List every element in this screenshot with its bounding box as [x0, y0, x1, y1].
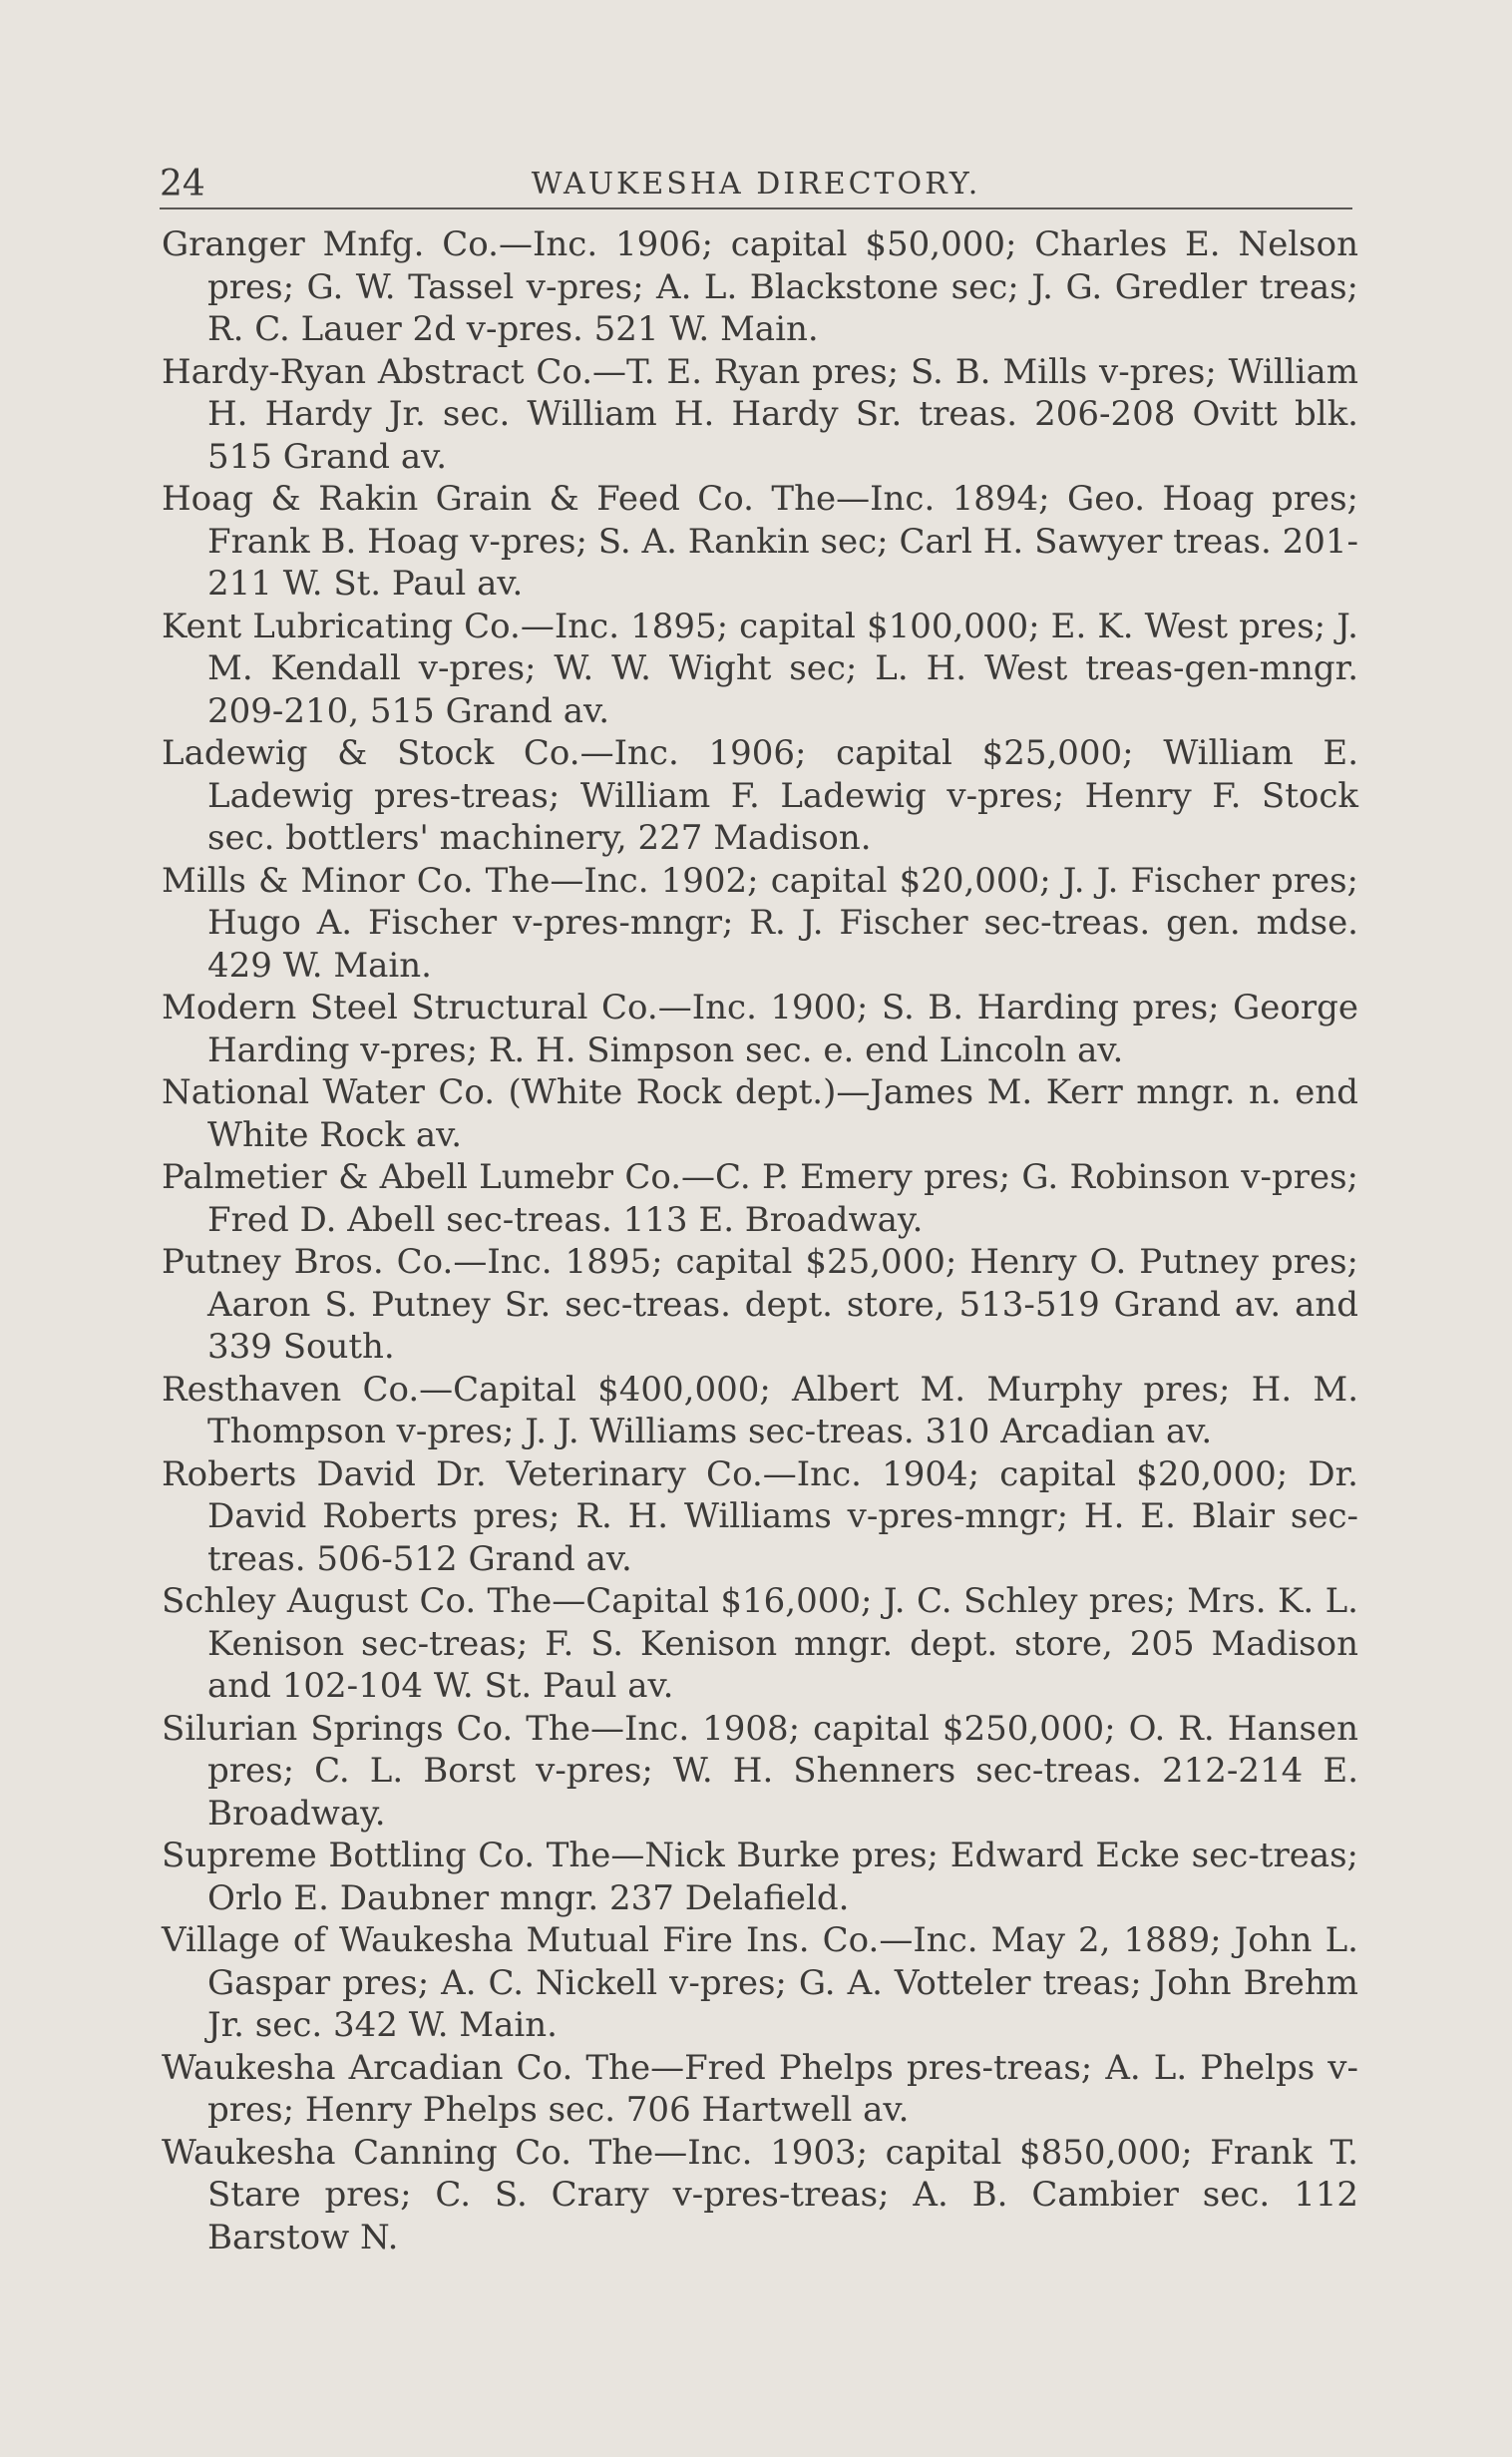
page-header	[160, 162, 1352, 209]
directory-entry: Ladewig & Stock Co.—Inc. 1906; capital $25,000; William E. Ladewig pres-treas; William F. Ladewig v-pres; Henry F. Stock sec. bottlers' machinery, 227 Madison.	[162, 733, 1358, 858]
directory-entry: Putney Bros. Co.—Inc. 1895; capital $25,000; Henry O. Putney pres; Aaron S. Putney Sr. sec-treas. dept. store, 513-519 Grand av. and 339 South.	[162, 1242, 1358, 1367]
directory-entry: Kent Lubricating Co.—Inc. 1895; capital $100,000; E. K. West pres; J. M. Kendall v-pres; W. W. Wight sec; L. H. West treas-gen-mngr. 209-210, 515 Grand av.	[162, 606, 1358, 731]
directory-entry: Palmetier & Abell Lumebr Co.—C. P. Emery pres; G. Robinson v-pres; Fred D. Abell sec-treas. 113 E. Broadway.	[162, 1157, 1358, 1240]
directory-entry: Waukesha Canning Co. The—Inc. 1903; capital $850,000; Frank T. Stare pres; C. S. Crary v-pres-treas; A. B. Cambier sec. 112 Barstow N.	[162, 2132, 1358, 2257]
directory-entry: Hoag & Rakin Grain & Feed Co. The—Inc. 1894; Geo. Hoag pres; Frank B. Hoag v-pres; S. A. Rankin sec; Carl H. Sawyer treas. 201-211 W. St. Paul av.	[162, 479, 1358, 604]
directory-entry: Hardy-Ryan Abstract Co.—T. E. Ryan pres; S. B. Mills v-pres; William H. Hardy Jr. sec. William H. Hardy Sr. treas. 206-208 Ovitt blk. 515 Grand av.	[162, 351, 1358, 477]
directory-entry: Silurian Springs Co. The—Inc. 1908; capital $250,000; O. R. Hansen pres; C. L. Borst v-pres; W. H. Shenners sec-treas. 212-214 E. Broadway.	[162, 1708, 1358, 1834]
directory-entries	[162, 223, 1358, 2258]
running-title: WAUKESHA DIRECTORY.	[531, 167, 981, 202]
directory-entry: Supreme Bottling Co. The—Nick Burke pres; Edward Ecke sec-treas; Orlo E. Daubner mngr. 237 Delafield.	[162, 1836, 1358, 1918]
directory-entry: Waukesha Arcadian Co. The—Fred Phelps pres-treas; A. L. Phelps v-pres; Henry Phelps sec. 706 Hartwell av.	[162, 2047, 1358, 2130]
directory-entry: Resthaven Co.—Capital $400,000; Albert M. Murphy pres; H. M. Thompson v-pres; J. J. Williams sec-treas. 310 Arcadian av.	[162, 1369, 1358, 1451]
directory-entry: Granger Mnfg. Co.—Inc. 1906; capital $50,000; Charles E. Nelson pres; G. W. Tassel v-pres; A. L. Blackstone sec; J. G. Gredler treas; R. C. Lauer 2d v-pres. 521 W. Main.	[162, 224, 1358, 349]
directory-entry: Mills & Minor Co. The—Inc. 1902; capital $20,000; J. J. Fischer pres; Hugo A. Fischer v-pres-mngr; R. J. Fischer sec-treas. gen. mdse. 429 W. Main.	[162, 860, 1358, 986]
directory-entry: Roberts David Dr. Veterinary Co.—Inc. 1904; capital $20,000; Dr. David Roberts pres; R. H. Williams v-pres-mngr; H. E. Blair sec-treas. 506-512 Grand av.	[162, 1453, 1358, 1579]
directory-entry: Schley August Co. The—Capital $16,000; J. C. Schley pres; Mrs. K. L. Kenison sec-treas; F. S. Kenison mngr. dept. store, 205 Madison and 102-104 W. St. Paul av.	[162, 1581, 1358, 1706]
directory-entry: Village of Waukesha Mutual Fire Ins. Co.—Inc. May 2, 1889; John L. Gaspar pres; A. C. Nickell v-pres; G. A. Votteler treas; John Brehm Jr. sec. 342 W. Main.	[162, 1920, 1358, 2045]
directory-entry: Modern Steel Structural Co.—Inc. 1900; S. B. Harding pres; George Harding v-pres; R. H. Simpson sec. e. end Lincoln av.	[162, 988, 1358, 1070]
page-number: 24	[160, 164, 205, 205]
directory-entry: National Water Co. (White Rock dept.)—James M. Kerr mngr. n. end White Rock av.	[162, 1072, 1358, 1155]
